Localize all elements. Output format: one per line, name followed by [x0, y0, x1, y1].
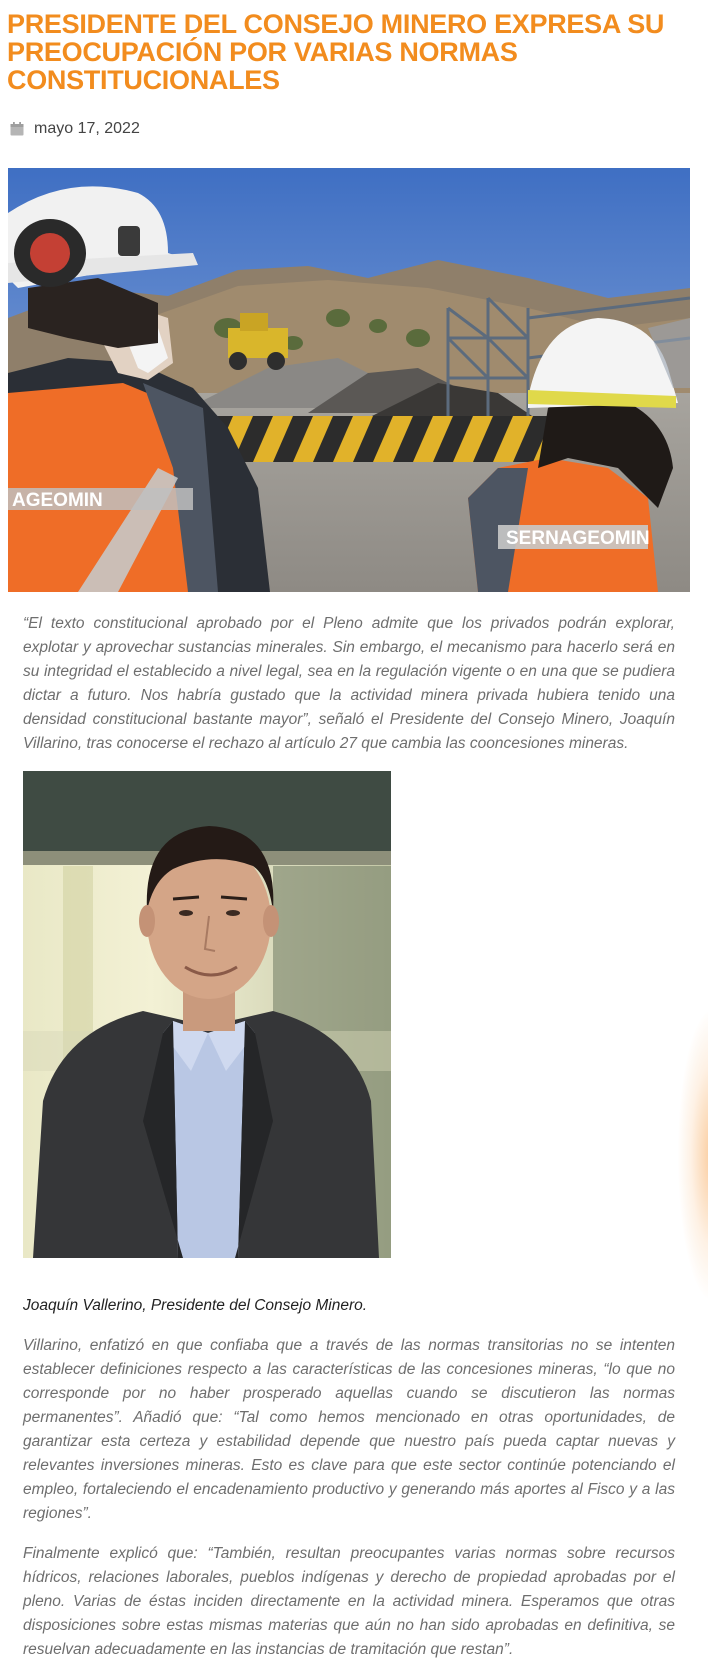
portrait-image: [23, 771, 391, 1258]
article-paragraph-2: Villarino, enfatizó en que confiaba que a través de las normas transitorias no se intenten establecer definiciones respecto a las características de las concesiones mineras, “lo que no corresponde por no haber prosperado aquellas cuando se discutieron las normas permanentes”. Añadió que: “Tal como hemos mencionado en otras oportunidades, de garantizar esta certeza y estabilidad depende que nuestro país pueda captar nuevas y relevantes inversiones mineras. Esto es clave para que este sector continúe potenciando el empleo, fortaleciendo el encadenamiento productivo y generando más aportes al Fisco y a las regiones”.: [23, 1337, 675, 1522]
calendar-icon: [10, 122, 24, 136]
vest-text-right: SERNAGEOMIN: [506, 528, 650, 549]
edge-glow: [678, 1010, 708, 1300]
article-date: [10, 120, 140, 138]
article-title: PRESIDENTE DEL CONSEJO MINERO EXPRESA SU PREOCUPACIÓN POR VARIAS NORMAS CONSTITUCIONALES: [7, 9, 665, 95]
vest-text-left: AGEOMIN: [12, 490, 103, 511]
article-paragraph-3: Finalmente explicó que: “También, resultan preocupantes varias normas sobre recursos hídricos, relaciones laborales, pueblos indígenas y derecho de propiedad aprobadas por el pleno. Varias de éstas inciden directamente en la actividad minera. Esperamos que otras disposiciones sobre estas mismas materias que aún no han sido aprobadas en definitiva, se resuelvan adecuadamente en las instancias de tramitación que restan”.: [23, 1545, 675, 1658]
article-paragraph-1: “El texto constitucional aprobado por el Pleno admite que los privados podrán explorar, explotar y aprovechar sustancias minerales. Sin embargo, el mecanismo para hacerlo será en su integridad el establecido a nivel legal, sea en la regulación vigente o en una que se pudiera dictar a futuro. Nos habría gustado que la actividad minera privada hubiera tenido una densidad constitucional bastante mayor”, señaló el Presidente del Consejo Minero, Joaquín Villarino, tras conocerse el rechazo al artículo 27 que cambia las cooncesiones mineras.: [23, 615, 675, 752]
hero-image: [8, 168, 690, 592]
image-caption: Joaquín Vallerino, Presidente del Consejo Minero.: [23, 1297, 368, 1314]
date-text: mayo 17, 2022: [34, 120, 140, 137]
